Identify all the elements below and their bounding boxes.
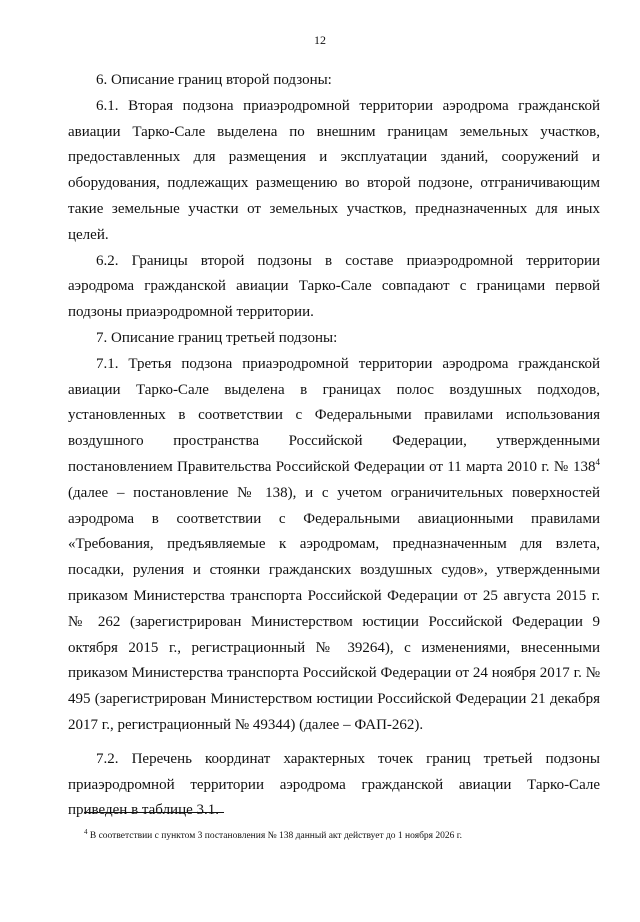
paragraph-7-1-part-b: (далее – постановление № 138), и с учетом ограничительных поверхностей аэродрома в соответствии с Федеральными авиационными правилами «Требования, предъявляемые к аэродромам, предназначенным для взлета, посадки, руления и стоянки гражданских воздушных судов», утвержденными приказом Министерства транспорта Российской Федерации от 25 августа 2015 г. № 262 (зарегистрирован Министерством юстиции Российской Федерации 9 октября 2015 г., регистрационный № 39264), с изменениями, внесенными приказом Министерства транспорта Российской Федерации от 24 ноября 2017 г. № 495 (зарегистрирован Министерством юстиции Российской Федерации 21 декабря 2017 г., регистрационный № 49344) (далее – ФАП-262). xyxy=(68,484,600,733)
document-body xyxy=(68,68,600,824)
paragraph-6-1: 6.1. Вторая подзона приаэродромной территории аэродрома гражданской авиации Тарко-Сале выделена по внешним границам земельных участков, предоставленных для размещения и эксплуатации зданий, сооружений и оборудования, подлежащих размещению во второй подзоне, отграничивающим такие земельные участки от земельных участков, предназначенных для иных целей. xyxy=(68,97,600,243)
footnote-separator xyxy=(84,812,224,813)
paragraph-7-2: 7.2. Перечень координат характерных точек границ третьей подзоны приаэродромной территории аэродрома гражданской авиации Тарко-Сале приведен в таблице 3.1. xyxy=(68,750,600,819)
footnote-marker: 4 xyxy=(84,828,88,836)
paragraph-7-1 xyxy=(68,352,600,739)
section-7-heading: 7. Описание границ третьей подзоны: xyxy=(96,329,338,346)
footnote-text: В соответствии с пунктом 3 постановления № 138 данный акт действует до 1 ноября 2026 г. xyxy=(87,831,462,841)
paragraph-6-2: 6.2. Границы второй подзоны в составе приаэродромной территории аэродрома гражданской авиации Тарко-Сале совпадают с границами первой подзоны приаэродромной территории. xyxy=(68,252,600,321)
page-number: 12 xyxy=(314,33,326,47)
section-6-heading: 6. Описание границ второй подзоны: xyxy=(96,72,332,88)
paragraph-7-1-part-a: 7.1. Третья подзона приаэродромной территории аэродрома гражданской авиации Тарко-Сале выделена в границах полос воздушных подходов, установленных в соответствии с Федеральными правилами использования воздушного пространства Российской Федерации, утвержденными постановлением Правительства Российской Федерации от 11 марта 2010 г. № 138 xyxy=(68,355,600,475)
footnote-reference: 4 xyxy=(595,456,600,467)
footnote xyxy=(84,826,604,842)
